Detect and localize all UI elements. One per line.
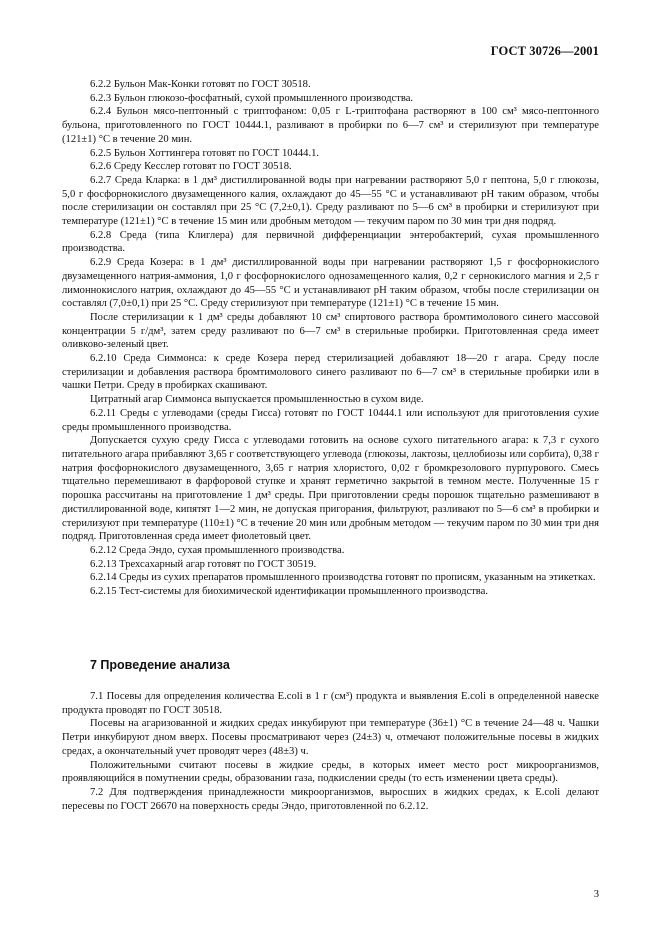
paragraph: Посевы на агаризованной и жидких средах инкубируют при температуре (36±1) °С в течение 24—48 ч. Чашки Петри инкубируют дном вверх. Посевы просматривают через (24±3) ч, отмечают положительные посевы в жидких средах, а окончательный учет проводят через (48±3) ч. xyxy=(62,718,599,757)
paragraph: 6.2.14 Среды из сухих препаратов промышленного производства готовят по прописям, указанным на этикетках. xyxy=(90,572,596,584)
paragraph: 6.2.3 Бульон глюкозо-фосфатный, сухой промышленного производства. xyxy=(90,92,414,104)
body-text-block xyxy=(62,78,599,599)
page-number: 3 xyxy=(593,889,599,900)
paragraph: Цитратный агар Симмонса выпускается промышленностью в сухом виде. xyxy=(90,394,424,406)
header-doc-code: ГОСТ 30726—2001 xyxy=(490,44,599,58)
paragraph: 7.2 Для подтверждения принадлежности микроорганизмов, выросших в жидких средах, к E.coli делают пересевы по ГОСТ 26670 на поверхность среды Эндо, приготовленной по 6.2.12. xyxy=(62,786,599,812)
paragraph: 6.2.12 Среда Эндо, сухая промышленного производства. xyxy=(90,544,345,556)
paragraph: 6.2.15 Тест-системы для биохимической идентификации промышленного производства. xyxy=(90,586,489,598)
paragraph: 6.2.7 Среда Кларка: в 1 дм³ дистиллированной воды при нагревании растворяют 5,0 г пептона, 5,0 г глюкозы, 5,0 г фосфорнокислого двузамещенного калия, охлаждают до 45—55 °С и устанавливают pH таким образом, чтобы после стерилизации он составлял при 25 °С (7,2±0,1). Среду разливают по 5—6 см³ в пробирки и стерилизуют при температуре (121±1) °С в течение 15 мин или дробным методом — текучим паром по 30 мин три дня подряд. xyxy=(62,174,599,228)
section-body-text xyxy=(62,690,599,813)
paragraph: 6.2.5 Бульон Хоттингера готовят по ГОСТ 10444.1. xyxy=(90,147,320,159)
paragraph: Положительными считают посевы в жидкие среды, в которых имеет место рост микроорганизмов, проявляющийся в помутнении среды, образовании газа, подкислении среды (то есть изменении цвета среды). xyxy=(62,759,599,785)
paragraph: 6.2.10 Среда Симмонса: к среде Козера перед стерилизацией добавляют 18—20 г агара. Среду после стерилизации и добавления раствора бромтимолового синего разливают по 6—7 см³ в стерильные пробирки или в чашки Петри. Среду в пробирках скашивают. xyxy=(62,353,599,392)
paragraph: 6.2.11 Среды с углеводами (среды Гисса) готовят по ГОСТ 10444.1 или используют для приготовления сухие среды промышленного производства. xyxy=(62,407,599,433)
paragraph: 6.2.2 Бульон Мак-Конки готовят по ГОСТ 30518. xyxy=(90,79,311,90)
paragraph: 6.2.8 Среда (типа Клиглера) для первичной дифференциации энтеробактерий, сухая промышленного производства. xyxy=(62,229,599,255)
paragraph: Допускается сухую среду Гисса с углеводами готовить на основе сухого питательного агара: к 7,3 г сухого питательного агара прибавляют 3,65 г соответствующего углевода (глюкозы, лактозы, целлобиозы или сорбита), 0,38 г натрия фосфорнокислого двузамещенного, 3,65 г натрия хлористого, 0,02 г бромкрезолового пурпурового. Смесь тщательно перемешивают в фарфоровой ступке и хранят герметично закрытой в темном месте. Полученные 15 г порошка рассчитаны на приготовление 1 дм³ среды. При приготовлении среды порошок тщательно размешивают в дистиллированной воде, кипятят 1—2 мин, не допуская пригорания, фильтруют, разливают по 5—6 см³ в пробирки и стерилизуют при температуре (110±1) °С в течение 20 мин или дробным методом — текучим паром по 30 мин три дня подряд. Приготовленная среда имеет фиолетовый цвет. xyxy=(62,435,599,543)
paragraph: 6.2.4 Бульон мясо-пептонный с триптофаном: 0,05 г L-триптофана растворяют в 100 см³ мясо-пептонного бульона, приготовленного по ГОСТ 10444.1, разливают в пробирки по 6—7 см³ и стерилизуют при температуре (121±1) °С в течение 20 мин. xyxy=(62,106,599,145)
paragraph: 7.1 Посевы для определения количества E.coli в 1 г (см³) продукта и выявления E.coli в определенной навеске продукта проводят по ГОСТ 30518. xyxy=(62,691,599,716)
paragraph: После стерилизации к 1 дм³ среды добавляют 10 см³ спиртового раствора бромтимолового синего массовой концентрации 5 г/дм³, затем среду разливают по 6—7 см³ в стерильные пробирки. Приготовленная среда имеет оливково-зеленый цвет. xyxy=(62,311,599,351)
section-heading: 7 Проведение анализа xyxy=(90,658,230,672)
paragraph: 6.2.13 Трехсахарный агар готовят по ГОСТ 30519. xyxy=(90,558,317,570)
paragraph: 6.2.9 Среда Козера: в 1 дм³ дистиллированной воды при нагревании растворяют 1,5 г фосфорнокислого двузамещенного натрия-аммония, 1,0 г фосфорнокислого однозамещенного калия, 0,2 г сернокислого магния и 2,5 г лимоннокислого натрия, охлаждают до 45—55 °С и устанавливают pH таким образом, чтобы после стерилизации он составлял (7,0±0,1) при 25 °С. Среду стерилизуют при температуре (121±1) °С в течение 15 мин. xyxy=(62,257,599,310)
paragraph: 6.2.6 Среду Кесслер готовят по ГОСТ 30518. xyxy=(90,161,292,173)
